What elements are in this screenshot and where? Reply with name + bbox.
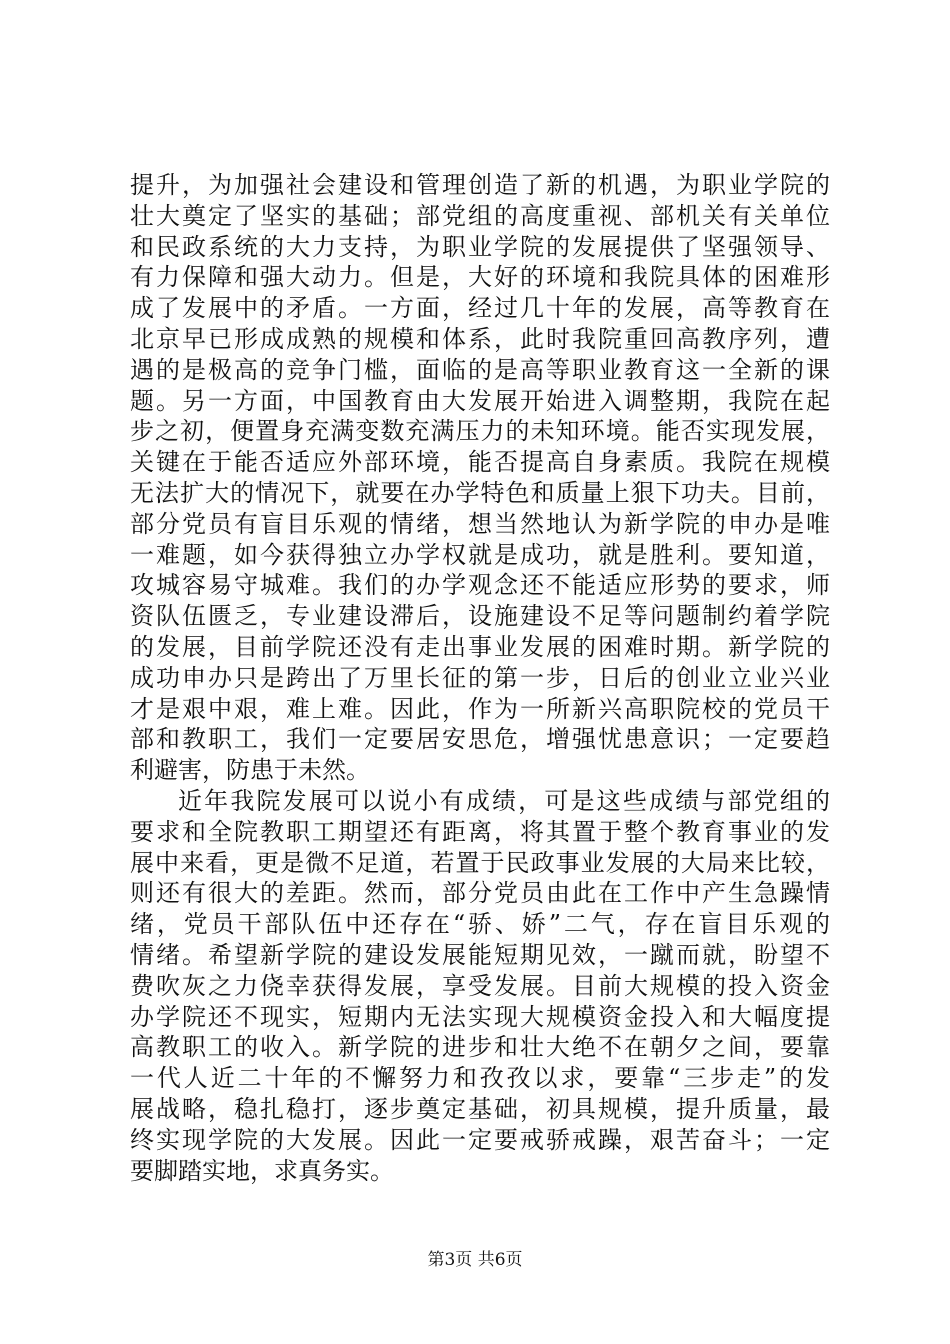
text-line: 北京早已形成成熟的规模和体系，此时我院重回高教序列，遭 — [130, 324, 830, 353]
text-line: 无法扩大的情况下，就要在办学特色和质量上狠下功夫。目前， — [130, 478, 830, 507]
text-line: 遇的是极高的竞争门槛，面临的是高等职业教育这一全新的课 — [130, 355, 830, 384]
text-line: 关键在于能否适应外部环境，能否提高自身素质。我院在规模 — [130, 448, 830, 477]
text-line: 题。另一方面，中国教育由大发展开始进入调整期，我院在起 — [130, 386, 830, 415]
text-line: 一代人近二十年的不懈努力和孜孜以求，要靠“三步走”的发 — [130, 1064, 830, 1093]
text-line: 才是艰中艰，难上难。因此，作为一所新兴高职院校的党员干 — [130, 694, 830, 723]
text-line: 利避害，防患于未然。 — [130, 756, 370, 785]
page-number: 第3页 共6页 — [427, 1250, 523, 1270]
text-line: 壮大奠定了坚实的基础；部党组的高度重视、部机关有关单位 — [130, 201, 830, 230]
text-line: 的发展，目前学院还没有走出事业发展的困难时期。新学院的 — [130, 632, 830, 661]
text-line: 绪，党员干部队伍中还存在“骄、娇”二气，存在盲目乐观的 — [130, 910, 830, 939]
text-line: 近年我院发展可以说小有成绩，可是这些成绩与部党组的 — [178, 786, 830, 815]
text-line: 情绪。希望新学院的建设发展能短期见效，一蹴而就，盼望不 — [130, 940, 830, 969]
text-line: 部和教职工，我们一定要居安思危，增强忧患意识；一定要趋 — [130, 725, 830, 754]
text-line: 办学院还不现实，短期内无法实现大规模资金投入和大幅度提 — [130, 1002, 830, 1031]
text-line: 成了发展中的矛盾。一方面，经过几十年的发展，高等教育在 — [130, 294, 830, 323]
text-line: 高教职工的收入。新学院的进步和壮大绝不在朝夕之间，要靠 — [130, 1033, 830, 1062]
text-line: 成功申办只是跨出了万里长征的第一步，日后的创业立业兴业 — [130, 663, 830, 692]
text-line: 则还有很大的差距。然而，部分党员由此在工作中产生急躁情 — [130, 879, 830, 908]
document-body — [130, 170, 830, 1186]
paragraph-2 — [130, 786, 830, 1186]
text-line: 展中来看，更是微不足道，若置于民政事业发展的大局来比较， — [130, 848, 830, 877]
text-line: 展战略，稳扎稳打，逐步奠定基础，初具规模，提升质量，最 — [130, 1094, 830, 1123]
paragraph-1 — [130, 170, 830, 786]
text-line: 有力保障和强大动力。但是，大好的环境和我院具体的困难形 — [130, 263, 830, 292]
text-line: 资队伍匮乏，专业建设滞后，设施建设不足等问题制约着学院 — [130, 602, 830, 631]
text-line: 终实现学院的大发展。因此一定要戒骄戒躁，艰苦奋斗；一定 — [130, 1125, 830, 1154]
text-line: 费吹灰之力侥幸获得发展，享受发展。目前大规模的投入资金 — [130, 971, 830, 1000]
text-line: 要脚踏实地，求真务实。 — [130, 1156, 394, 1185]
text-line: 部分党员有盲目乐观的情绪，想当然地认为新学院的申办是唯 — [130, 509, 830, 538]
text-line: 提升，为加强社会建设和管理创造了新的机遇，为职业学院的 — [130, 171, 830, 199]
text-line: 要求和全院教职工期望还有距离，将其置于整个教育事业的发 — [130, 817, 830, 846]
text-line: 和民政系统的大力支持，为职业学院的发展提供了坚强领导、 — [130, 232, 830, 261]
page-footer — [0, 1245, 950, 1270]
text-line: 攻城容易守城难。我们的办学观念还不能适应形势的要求，师 — [130, 571, 830, 600]
text-line: 一难题，如今获得独立办学权就是成功，就是胜利。要知道， — [130, 540, 830, 569]
text-line: 步之初，便置身充满变数充满压力的未知环境。能否实现发展， — [130, 417, 830, 446]
